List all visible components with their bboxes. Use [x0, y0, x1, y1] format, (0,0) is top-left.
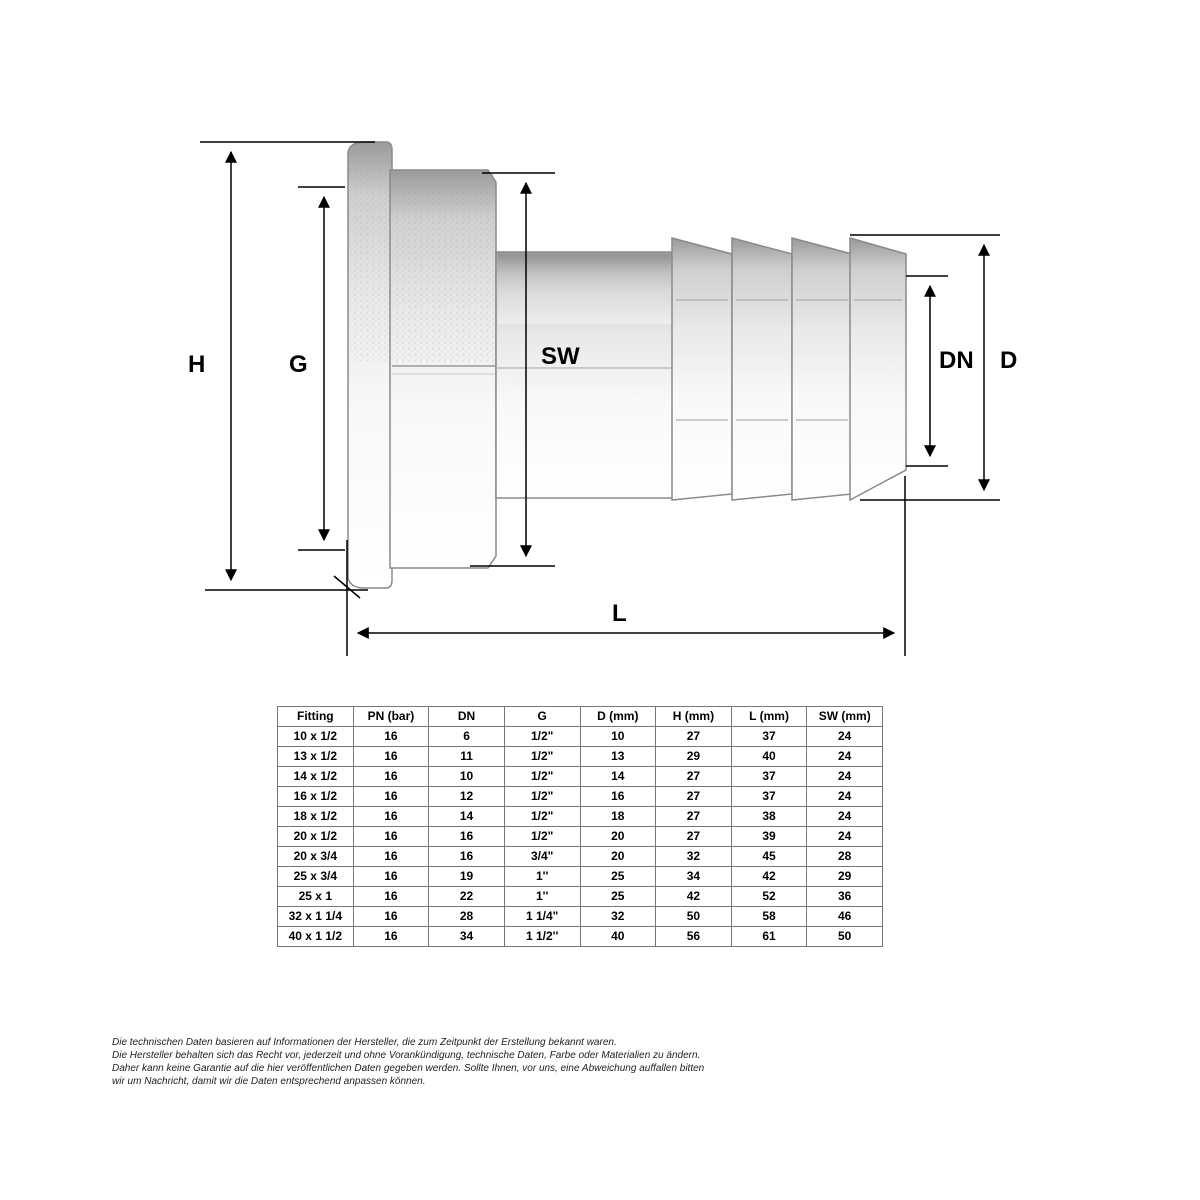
dimension-label-sw: SW	[541, 343, 580, 370]
table-cell: 24	[807, 807, 883, 827]
table-cell: 16	[353, 827, 429, 847]
table-cell: 29	[656, 747, 732, 767]
table-cell: 39	[731, 827, 807, 847]
table-cell: 16 x 1/2	[278, 787, 354, 807]
table-cell: 24	[807, 787, 883, 807]
table-cell: 27	[656, 827, 732, 847]
table-cell: 42	[656, 887, 732, 907]
table-cell: 34	[656, 867, 732, 887]
header-pn: PN (bar)	[353, 707, 429, 727]
table-cell: 27	[656, 767, 732, 787]
table-cell: 11	[429, 747, 505, 767]
header-sw: SW (mm)	[807, 707, 883, 727]
table-cell: 34	[429, 927, 505, 947]
header-g: G	[504, 707, 580, 727]
table-row	[278, 827, 883, 847]
table-cell: 1/2"	[504, 727, 580, 747]
dimension-label-g: G	[289, 351, 308, 378]
header-h: H (mm)	[656, 707, 732, 727]
table-cell: 16	[429, 827, 505, 847]
table-cell: 40	[731, 747, 807, 767]
table-cell: 36	[807, 887, 883, 907]
table-cell: 61	[731, 927, 807, 947]
table-row	[278, 807, 883, 827]
table-cell: 32 x 1 1/4	[278, 907, 354, 927]
table-cell: 25	[580, 867, 656, 887]
table-cell: 3/4"	[504, 847, 580, 867]
table-cell: 16	[353, 867, 429, 887]
table-body	[278, 727, 883, 947]
table-cell: 16	[353, 887, 429, 907]
table-cell: 16	[353, 747, 429, 767]
table-cell: 1/2"	[504, 747, 580, 767]
table-row	[278, 727, 883, 747]
table-cell: 24	[807, 767, 883, 787]
table-cell: 25	[580, 887, 656, 907]
table-row	[278, 867, 883, 887]
table-cell: 20	[580, 827, 656, 847]
table-cell: 58	[731, 907, 807, 927]
table-cell: 45	[731, 847, 807, 867]
table-cell: 50	[656, 907, 732, 927]
table-cell: 16	[353, 807, 429, 827]
table-row	[278, 927, 883, 947]
hose-barb-4	[850, 238, 906, 500]
table-cell: 32	[656, 847, 732, 867]
table-cell: 50	[807, 927, 883, 947]
table-cell: 37	[731, 727, 807, 747]
table-cell: 16	[353, 847, 429, 867]
table-cell: 38	[731, 807, 807, 827]
table-cell: 22	[429, 887, 505, 907]
table-cell: 42	[731, 867, 807, 887]
table-cell: 16	[353, 787, 429, 807]
table-cell: 1/2"	[504, 807, 580, 827]
table-row	[278, 887, 883, 907]
table-cell: 19	[429, 867, 505, 887]
header-d: D (mm)	[580, 707, 656, 727]
disclaimer-line: Die technischen Daten basieren auf Informationen der Hersteller, die zum Zeitpunkt der Erstellung bekannt waren.	[112, 1037, 617, 1048]
hose-barb-1	[672, 238, 732, 500]
dimension-label-l: L	[612, 600, 627, 627]
table-cell: 16	[353, 727, 429, 747]
table-cell: 14	[429, 807, 505, 827]
table-cell: 25 x 1	[278, 887, 354, 907]
table-cell: 37	[731, 767, 807, 787]
table-cell: 24	[807, 747, 883, 767]
table-cell: 25 x 3/4	[278, 867, 354, 887]
table-cell: 27	[656, 787, 732, 807]
table-cell: 1 1/2''	[504, 927, 580, 947]
table-cell: 24	[807, 827, 883, 847]
table-row	[278, 787, 883, 807]
table-cell: 6	[429, 727, 505, 747]
header-dn: DN	[429, 707, 505, 727]
table-row	[278, 907, 883, 927]
disclaimer-line: Die Hersteller behalten sich das Recht vor, jederzeit und ohne Vorankündigung, technische Daten, Farbe oder Materialien zu ändern.	[112, 1050, 701, 1061]
table-cell: 1/2"	[504, 827, 580, 847]
table-cell: 28	[807, 847, 883, 867]
table-cell: 16	[580, 787, 656, 807]
fitting-spec-table	[277, 706, 883, 947]
table-cell: 14 x 1/2	[278, 767, 354, 787]
hose-barb-3	[792, 238, 852, 500]
table-cell: 12	[429, 787, 505, 807]
table-cell: 20	[580, 847, 656, 867]
table-cell: 16	[353, 767, 429, 787]
fitting-body	[348, 142, 906, 588]
table-cell: 27	[656, 807, 732, 827]
table-row	[278, 767, 883, 787]
table-cell: 1/2"	[504, 787, 580, 807]
dimension-label-d: D	[1000, 347, 1018, 374]
table-cell: 16	[429, 847, 505, 867]
table-cell: 29	[807, 867, 883, 887]
table-cell: 18	[580, 807, 656, 827]
header-fitting: Fitting	[278, 707, 354, 727]
table-cell: 52	[731, 887, 807, 907]
table-cell: 37	[731, 787, 807, 807]
dimension-label-dn: DN	[939, 347, 974, 374]
table-cell: 13	[580, 747, 656, 767]
table-cell: 18 x 1/2	[278, 807, 354, 827]
hose-barb-2	[732, 238, 792, 500]
table-cell: 24	[807, 727, 883, 747]
dimension-label-h: H	[188, 351, 206, 378]
table-cell: 56	[656, 927, 732, 947]
table-row	[278, 747, 883, 767]
table-cell: 13 x 1/2	[278, 747, 354, 767]
disclaimer-line: wir um Nachricht, damit wir die Daten entsprechend anpassen können.	[112, 1076, 426, 1087]
table-cell: 46	[807, 907, 883, 927]
table-cell: 10 x 1/2	[278, 727, 354, 747]
table-cell: 10	[580, 727, 656, 747]
disclaimer-line: Daher kann keine Garantie auf die hier veröffentlichen Daten gegeben werden. Sollte Ihnen, vor uns, eine Abweichung auffallen bitten	[112, 1063, 705, 1074]
table-cell: 20 x 1/2	[278, 827, 354, 847]
table-cell: 40 x 1 1/2	[278, 927, 354, 947]
table-cell: 40	[580, 927, 656, 947]
table-cell: 14	[580, 767, 656, 787]
table-cell: 20 x 3/4	[278, 847, 354, 867]
table-row	[278, 847, 883, 867]
table-cell: 16	[353, 927, 429, 947]
table-cell: 1''	[504, 887, 580, 907]
table-header-row	[278, 707, 883, 727]
table-cell: 1/2"	[504, 767, 580, 787]
table-cell: 1''	[504, 867, 580, 887]
table-cell: 10	[429, 767, 505, 787]
table-cell: 1 1/4"	[504, 907, 580, 927]
table-cell: 28	[429, 907, 505, 927]
table-cell: 32	[580, 907, 656, 927]
table-cell: 16	[353, 907, 429, 927]
disclaimer	[112, 1036, 812, 1088]
header-l: L (mm)	[731, 707, 807, 727]
table-cell: 27	[656, 727, 732, 747]
